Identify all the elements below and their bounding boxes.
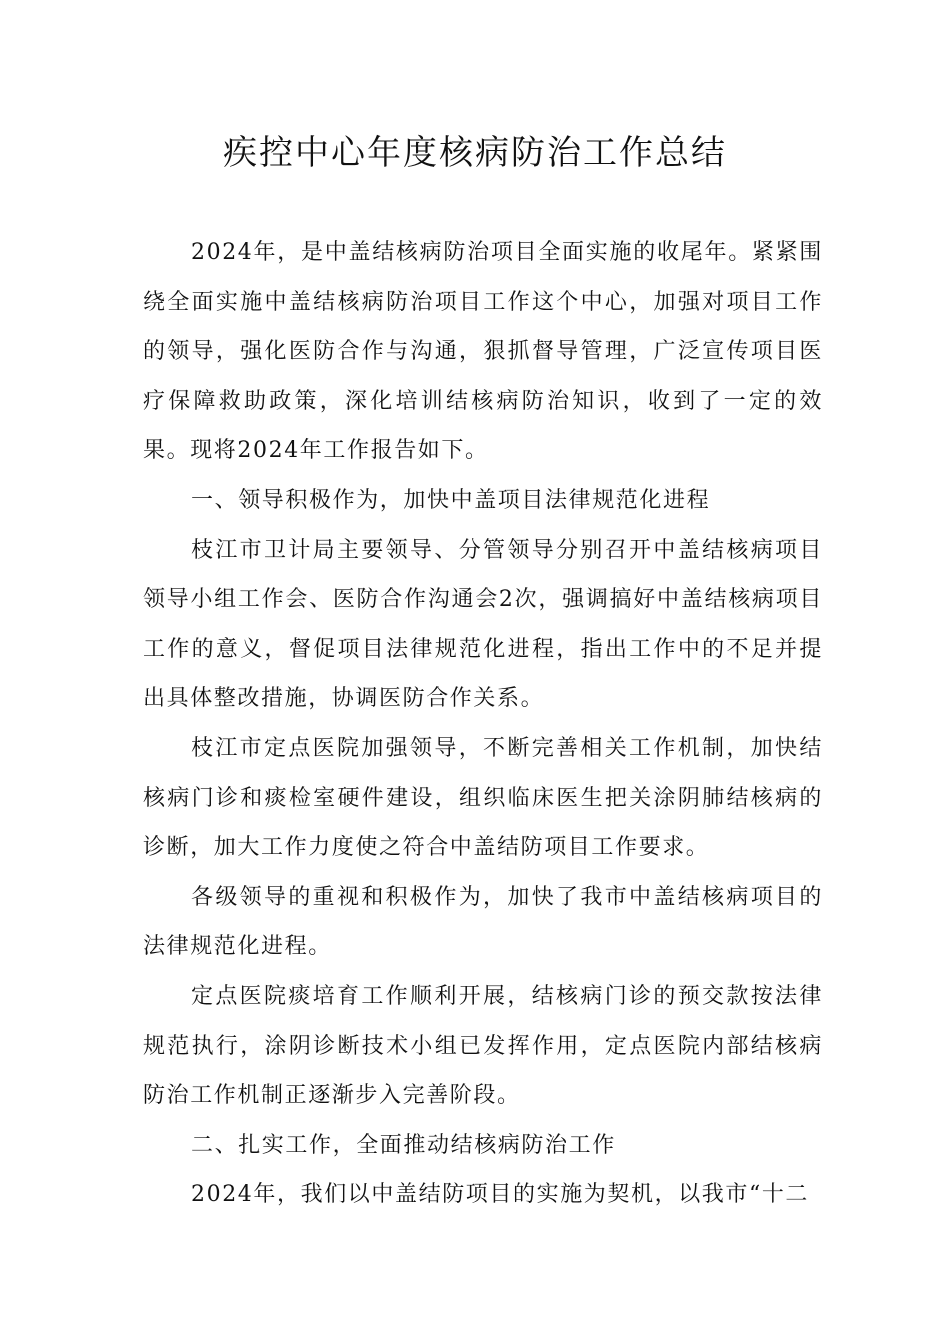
document-title: 疾控中心年度核病防治工作总结	[223, 133, 727, 173]
intro-paragraph: 2024年，是中盖结核病防治项目全面实施的收尾年。紧紧围绕全面实施中盖结核病防治项目工作这个中心，加强对项目工作的领导，强化医防合作与沟通，狠抓督导管理，广泛宣传项目医疗保障救助政策，深化培训结核病防治知识，收到了一定的效果。现将2024年工作报告如下。	[143, 240, 823, 464]
body-paragraph: 定点医院痰培育工作顺利开展，结核病门诊的预交款按法律规范执行，涂阴诊断技术小组已发挥作用，定点医院内部结核病防治工作机制正逐渐步入完善阶段。	[143, 983, 823, 1109]
section-heading-1: 一、领导积极作为，加快中盖项目法律规范化进程	[191, 487, 711, 513]
body-paragraph: 枝江市定点医院加强领导，不断完善相关工作机制，加快结核病门诊和痰检室硬件建设，组织临床医生把关涂阴肺结核病的诊断，加大工作力度使之符合中盖结防项目工作要求。	[143, 735, 823, 861]
section-heading-2: 二、扎实工作，全面推动结核病防治工作	[191, 1132, 616, 1158]
body-paragraph: 枝江市卫计局主要领导、分管领导分别召开中盖结核病项目领导小组工作会、医防合作沟通会2次，强调搞好中盖结核病项目工作的意义，督促项目法律规范化进程，指出工作中的不足并提出具体整改措施，协调医防合作关系。	[143, 537, 823, 712]
body-paragraph: 2024年，我们以中盖结防项目的实施为契机，以我市“十二	[191, 1182, 810, 1208]
body-paragraph: 各级领导的重视和积极作为，加快了我市中盖结核病项目的法律规范化进程。	[143, 884, 823, 960]
document-body	[143, 228, 823, 1220]
